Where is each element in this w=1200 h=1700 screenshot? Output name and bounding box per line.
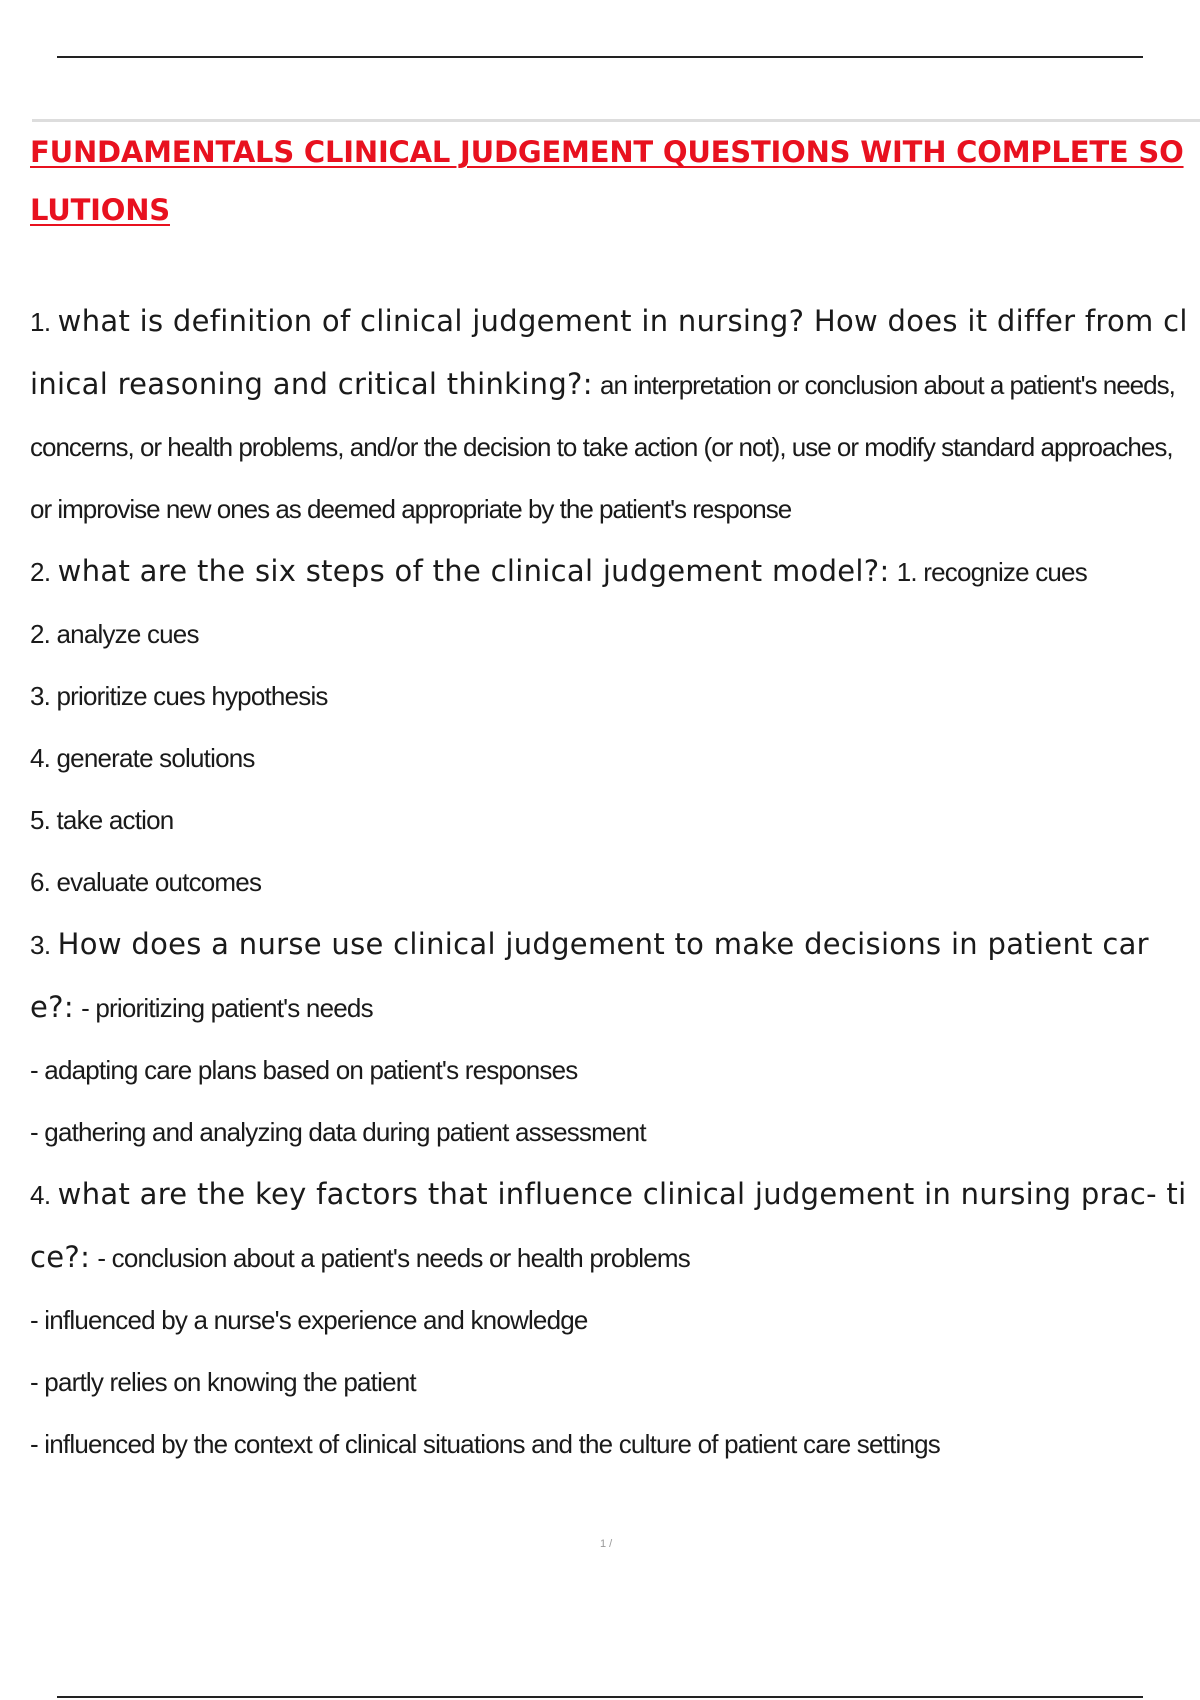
question-number: 2. xyxy=(30,557,51,587)
question-text: what is definition of clinical judgement in nursing? How does it differ from clinical reasoning and critical thinking?: xyxy=(30,304,1188,401)
question-3 xyxy=(30,913,1190,1039)
answer-item: 2. analyze cues xyxy=(30,619,199,649)
question-text: what are the key factors that influence clinical judgement in nursing prac- tice?: xyxy=(30,1177,1187,1274)
question-text: How does a nurse use clinical judgement to make decisions in patient care?: xyxy=(30,927,1149,1024)
question-number: 4. xyxy=(30,1180,51,1210)
answer-item: - partly relies on knowing the patient xyxy=(30,1367,416,1397)
answer-item: 6. evaluate outcomes xyxy=(30,867,262,897)
answer-item: 4. generate solutions xyxy=(30,743,255,773)
answer-item: - influenced by the context of clinical situations and the culture of patient care settings xyxy=(30,1429,940,1459)
question-text: what are the six steps of the clinical judgement model?: xyxy=(57,554,890,588)
bottom-rule xyxy=(57,1696,1143,1698)
top-rule xyxy=(57,56,1143,58)
answer-item: 3. prioritize cues hypothesis xyxy=(30,681,328,711)
answer-item: - influenced by a nurse's experience and knowledge xyxy=(30,1305,588,1335)
answer-item: - gathering and analyzing data during patient assessment xyxy=(30,1117,646,1147)
answer-text: - conclusion about a patient's needs or health problems xyxy=(97,1243,690,1273)
title-separator xyxy=(32,119,1200,122)
question-number: 3. xyxy=(30,930,51,960)
answer-item: - adapting care plans based on patient's responses xyxy=(30,1055,578,1085)
answer-text: 1. recognize cues xyxy=(896,557,1087,587)
page-number: 1 / xyxy=(600,1538,613,1550)
question-2 xyxy=(30,540,1190,603)
question-1 xyxy=(30,290,1190,540)
document-body xyxy=(30,290,1190,1475)
answer-text: - prioritizing patient's needs xyxy=(81,993,373,1023)
question-4 xyxy=(30,1163,1190,1289)
answer-item: 5. take action xyxy=(30,805,174,835)
answer-text: an interpretation or conclusion about a patient's needs, concerns, or health problems, and/or the decision to take action (or not), use or modify standard approaches, or improvise new ones as deemed appropriate by the patient's response xyxy=(30,370,1175,524)
question-number: 1. xyxy=(30,307,51,337)
document-title: FUNDAMENTALS CLINICAL JUDGEMENT QUESTIONS WITH COMPLETE SOLUTIONS xyxy=(30,135,1184,227)
